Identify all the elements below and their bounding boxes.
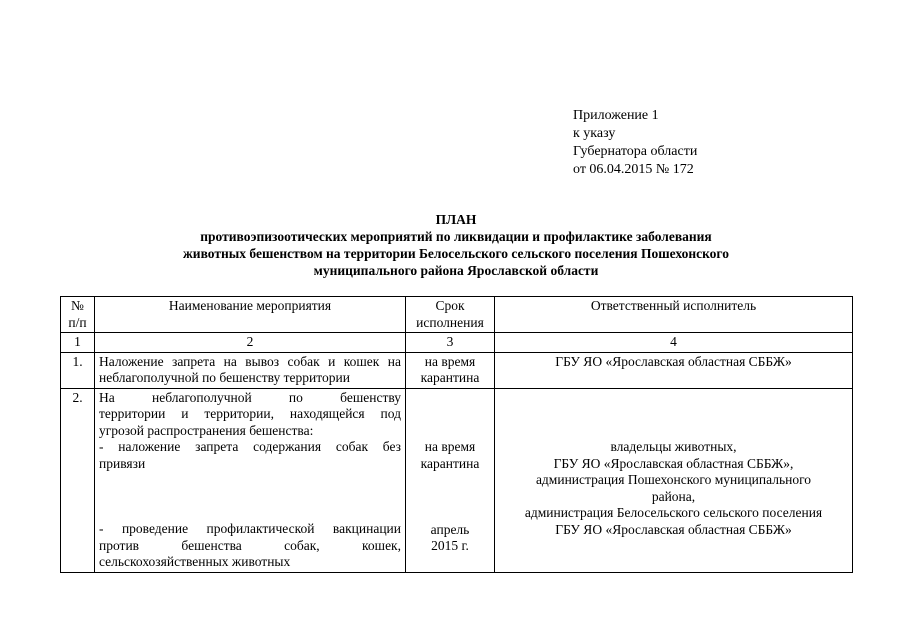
title-line: животных бешенством на территории Белосельского сельского поселения Пошехонского: [183, 246, 729, 261]
header-cell-name: Наименование мероприятия: [95, 297, 406, 333]
appendix-line: к указу: [573, 126, 616, 141]
table-row: [61, 388, 853, 572]
header-cell-num: № п/п: [61, 297, 95, 333]
appendix-line: Приложение 1: [573, 108, 659, 123]
measure-executor: ГБУ ЯО «Ярославская областная СББЖ»: [495, 352, 853, 388]
column-number: 3: [406, 333, 495, 353]
measure-term: на время карантина: [406, 352, 495, 388]
document-title: [60, 211, 852, 279]
row-number: 1.: [61, 352, 95, 388]
title-line: противоэпизоотических мероприятий по ликвидации и профилактике заболевания: [200, 229, 712, 244]
column-number: 2: [95, 333, 406, 353]
column-number-row: [61, 333, 853, 353]
measure-name: Наложение запрета на вывоз собак и кошек на неблагополучной по бешенству территории: [95, 352, 406, 388]
title-line: муниципального района Ярославской области: [313, 263, 599, 278]
measure-name: На неблагополучной по бешенству территории и территории, находящейся под угрозой распространения бешенства: - наложение запрета содержания собак без привязи - проведение профилактической вакцинации против бешенства собак, кошек, сельскохозяйственных животных: [95, 388, 406, 572]
title-line: ПЛАН: [435, 212, 477, 227]
column-number: 4: [495, 333, 853, 353]
appendix-block: [573, 107, 697, 179]
row-number: 2.: [61, 388, 95, 572]
measure-executor: владельцы животных, ГБУ ЯО «Ярославская областная СББЖ», администрация Пошехонского муниципального района, администрация Белосельского сельского поселения ГБУ ЯО «Ярославская областная СББЖ»: [495, 388, 853, 572]
header-cell-executor: Ответственный исполнитель: [495, 297, 853, 333]
appendix-line: Губернатора области: [573, 144, 698, 159]
header-cell-term: Срок исполнения: [406, 297, 495, 333]
column-number: 1: [61, 333, 95, 353]
plan-table: [60, 296, 853, 573]
measure-term: на время карантина апрель 2015 г.: [406, 388, 495, 572]
table-header-row: [61, 297, 853, 333]
table-row: [61, 352, 853, 388]
appendix-line: от 06.04.2015 № 172: [573, 162, 694, 177]
